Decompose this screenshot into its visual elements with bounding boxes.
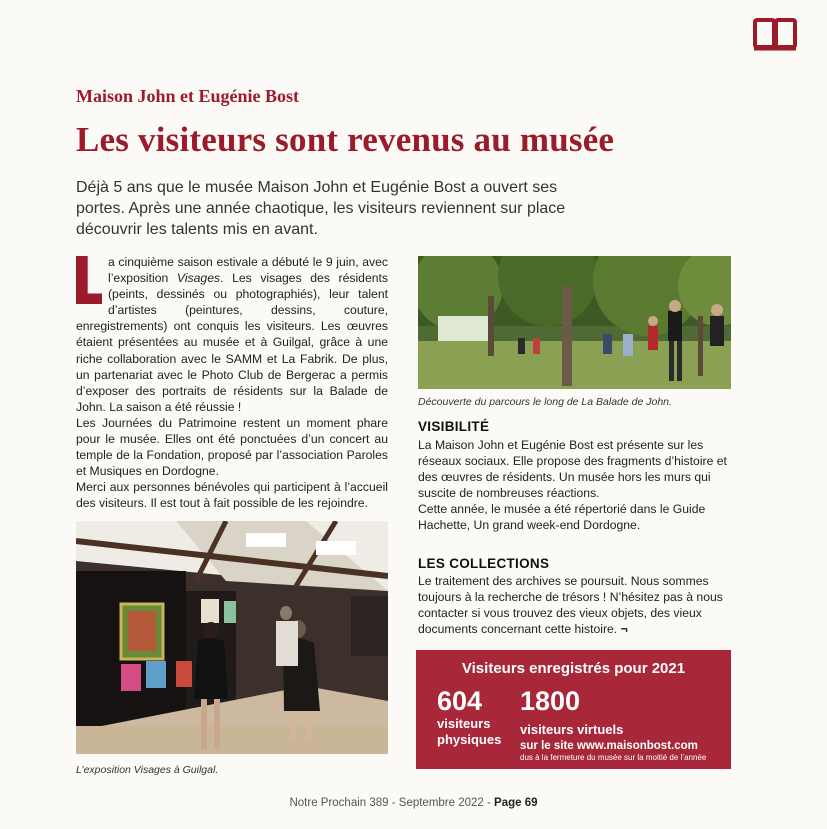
visitor-stats-box (416, 650, 731, 769)
paragraph-1-end: . Les visages des résidents (peints, dessinés ou photographiés), leur talent d’artistes (peintures, dessins, couture, enregistrements) ont conquis les visiteurs. Les œuvres étaient présentées au musée et à Guilgal, grâce à une riche collaboration avec le SAMM et La Fabrik. De plus, un partenariat avec le Photo Club de Bergerac a permis d’exposer des portraits de résidents sur la Balade de John. La saison a été réussie ! (76, 271, 388, 414)
collections-paragraph: Le traitement des archives se poursuit. Nous sommes toujours à la recherche de trésors ! N’hésitez pas à nous contacter si vous trouvez des vieux objets, des vieux documents concernant cette histoire. (418, 574, 723, 637)
virtual-note: dus à la fermeture du musée sur la moitié de l’année (520, 753, 707, 762)
visibility-paragraph-2: Cette année, le musée a été répertorié dans le Guide Hachette, Un grand week-end Dordogne. (418, 502, 706, 533)
physical-label-line-2: physiques (437, 732, 502, 747)
main-column (76, 254, 388, 512)
physical-label-line-1: visiteurs (437, 716, 491, 731)
article-kicker: Maison John et Eugénie Bost (76, 86, 300, 106)
page-number: Page 69 (494, 797, 538, 809)
paragraph-2: Les Journées du Patrimoine restent un moment phare pour le musée. Elles ont été ponctuées d’un concert au temple de la Fondation, proposé par l’association Paroles et Musiques en Dordogne. (76, 415, 388, 479)
footer-text: Notre Prochain 389 - Septembre 2022 - (289, 797, 495, 809)
collections-text (418, 573, 731, 637)
collections-heading: LES COLLECTIONS (418, 556, 550, 571)
paragraph-1-start: a cinquième saison estivale a débuté le 9 juin, avec l’exposition (108, 255, 388, 286)
paragraph-3: Merci aux personnes bénévoles qui participent à l’accueil des visiteurs. Il est tout à fait possible de les rejoindre. (76, 480, 388, 511)
drop-cap (76, 256, 102, 304)
visibility-paragraph-1: La Maison John et Eugénie Bost est présente sur les réseaux sociaux. Elle propose des fragments d’histoire et des œuvres de résidents. Un musée hors les murs qui suscite de nombreuses réactions. (418, 438, 727, 501)
exhibition-photo (76, 521, 388, 754)
page-footer (0, 797, 827, 809)
walk-photo (418, 256, 731, 389)
article-intro: Déjà 5 ans que le musée Maison John et Eugénie Bost a ouvert ses portes. Après une année chaotique, les visiteurs reviennent sur place découvrir les talents mis en avant. (76, 179, 566, 238)
end-mark: ¬ (620, 622, 628, 637)
article-title: Les visiteurs sont revenus au musée (76, 120, 615, 159)
open-book-icon (752, 16, 798, 52)
physical-visitors-value: 604 (437, 686, 483, 716)
virtual-visitors-label: visiteurs virtuels (520, 722, 624, 737)
walk-caption: Découverte du parcours le long de La Balade de John. (418, 396, 672, 408)
virtual-visitors-value: 1800 (520, 686, 581, 716)
stats-title: Visiteurs enregistrés pour 2021 (461, 660, 686, 677)
visibility-heading: VISIBILITÉ (418, 419, 490, 434)
physical-visitors-label (437, 716, 501, 748)
exhibition-name: Visages (176, 271, 221, 286)
visibility-text (418, 437, 731, 534)
exhibition-caption: L’exposition Visages à Guilgal. (76, 764, 219, 776)
virtual-site: sur le site www.maisonbost.com (520, 740, 698, 752)
